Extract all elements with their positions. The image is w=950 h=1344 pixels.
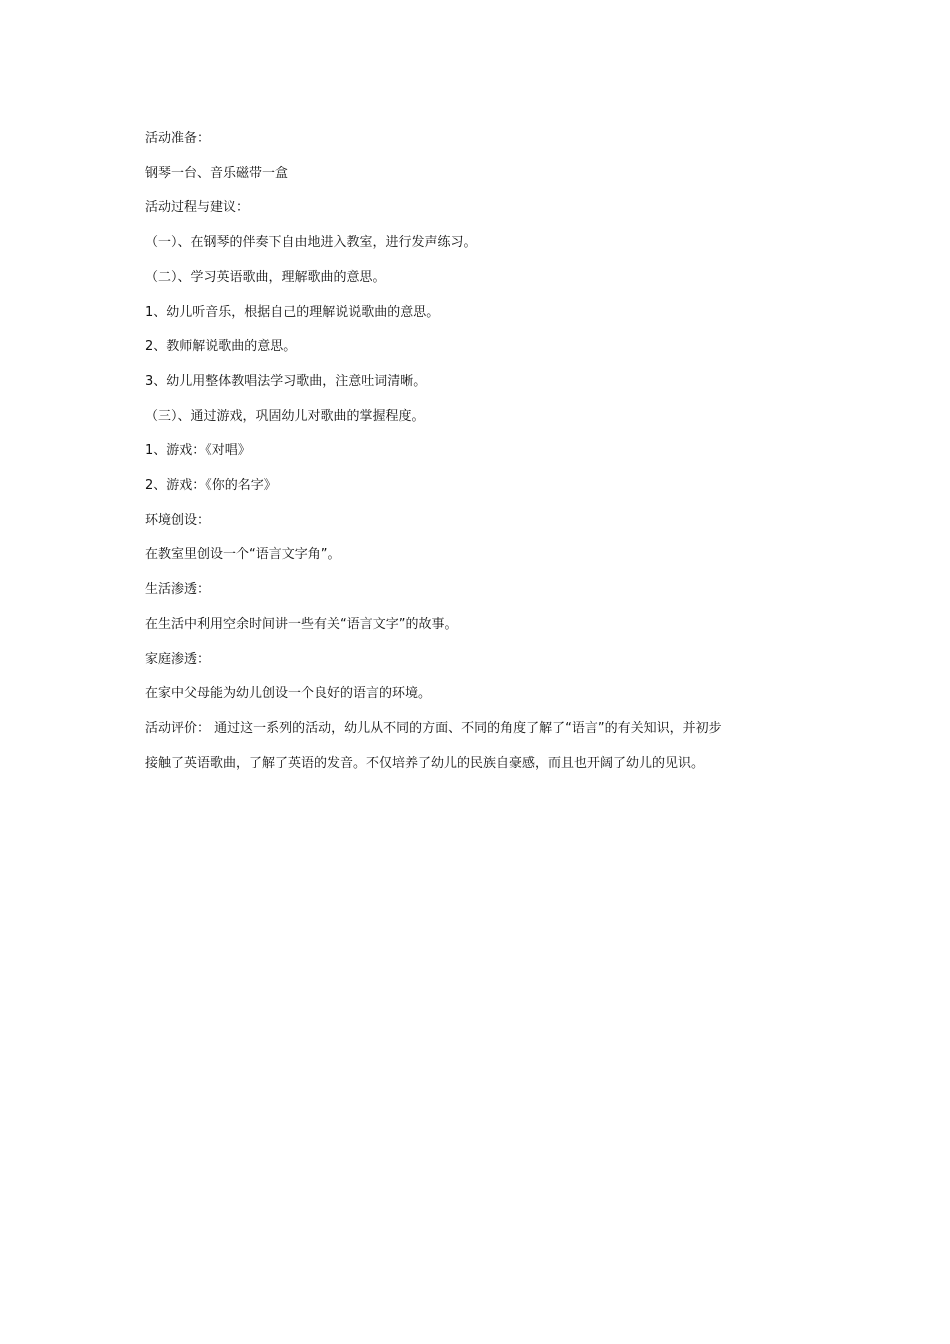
process-step-2-item-1: 1、幼儿听音乐，根据自己的理解说说歌曲的意思。 [145,304,440,320]
preparation-materials: 钢琴一台、音乐磁带一盒 [145,165,289,181]
evaluation-line-2: 接触了英语歌曲，了解了英语的发音。不仅培养了幼儿的民族自豪感，而且也开阔了幼儿的见识。 [145,755,705,771]
heading-process: 活动过程与建议： [145,200,250,216]
process-step-1: （一）、在钢琴的伴奏下自由地进入教室，进行发声练习。 [145,235,477,251]
process-step-2-item-3: 3、幼儿用整体教唱法学习歌曲，注意吐词清晰。 [145,373,427,389]
heading-environment: 环境创设： [145,512,211,528]
process-step-3-item-1: 1、游戏：《对唱》 [145,443,251,459]
heading-preparation: 活动准备： [145,131,211,146]
process-step-2-item-2: 2、教师解说歌曲的意思。 [145,339,297,355]
life-text: 在生活中利用空余时间讲一些有关“语言文字”的故事。 [145,616,458,632]
process-step-3: （三）、通过游戏，巩固幼儿对歌曲的掌握程度。 [145,408,425,424]
heading-life: 生活渗透： [145,582,211,598]
process-step-2: （二）、学习英语歌曲，理解歌曲的意思。 [145,269,386,285]
process-step-3-item-2: 2、游戏：《你的名字》 [145,478,277,494]
heading-family: 家庭渗透： [145,651,211,667]
evaluation-line-1: 活动评价： 通过这一系列的活动，幼儿从不同的方面、不同的角度了解了“语言”的有关知识，并初步 [145,720,722,736]
document-body [145,122,805,781]
family-text: 在家中父母能为幼儿创设一个良好的语言的环境。 [145,686,432,702]
environment-text: 在教室里创设一个“语言文字角”。 [145,547,341,563]
